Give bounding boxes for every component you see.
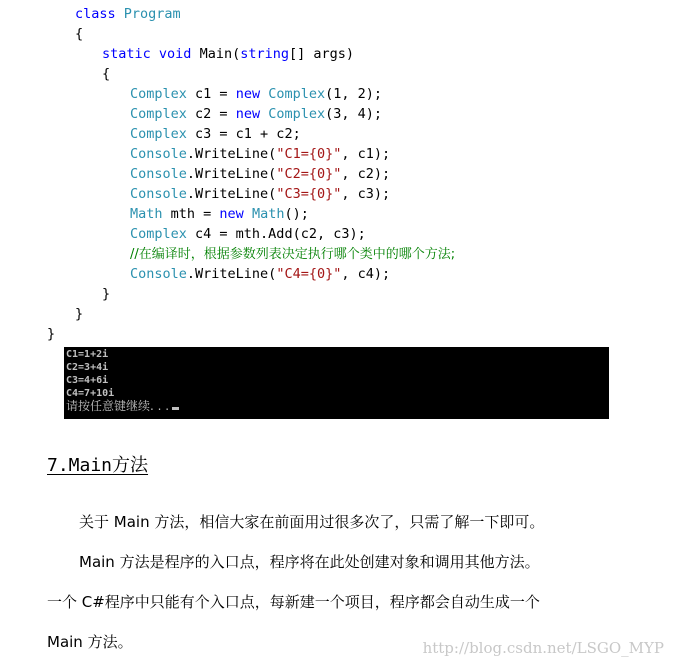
paragraph-line: 一个 C#程序中只能有个入口点，每新建一个项目，程序都会自动生成一个 bbox=[47, 593, 540, 611]
console-prompt: 请按任意键继续. . . bbox=[66, 399, 170, 413]
code-comment: //在编译时，根据参数列表决定执行哪个类中的哪个方法; bbox=[130, 247, 456, 262]
console-cursor bbox=[172, 407, 179, 410]
console-line: C4=7+10i bbox=[66, 388, 115, 399]
code-line: Console.WriteLine("C4={0}", c4); bbox=[130, 266, 391, 282]
console-output-window bbox=[64, 347, 609, 419]
console-line: C3=4+6i bbox=[66, 375, 109, 386]
code-line-brace: } bbox=[75, 306, 84, 322]
watermark-url: http://blog.csdn.net/LSGO_MYP bbox=[422, 639, 664, 657]
paragraph-line: Main 方法是程序的入口点，程序将在此处创建对象和调用其他方法。 bbox=[79, 553, 540, 571]
code-line-brace: } bbox=[102, 286, 111, 302]
code-line: Complex c3 = c1 + c2; bbox=[130, 126, 301, 142]
code-line-brace: { bbox=[102, 66, 111, 82]
code-line: Math mth = new Math(); bbox=[130, 206, 309, 222]
console-line: C1=1+2i bbox=[66, 349, 109, 360]
code-line-method: static void Main(string[] args) bbox=[102, 46, 355, 62]
paragraph-line: 关于 Main 方法，相信大家在前面用过很多次了，只需了解一下即可。 bbox=[79, 513, 545, 531]
section-heading: 7.Main方法 bbox=[47, 455, 149, 476]
code-line-brace: } bbox=[47, 326, 56, 342]
code-line-brace: { bbox=[75, 26, 84, 42]
code-line: Console.WriteLine("C2={0}", c2); bbox=[130, 166, 391, 182]
code-line: Complex c1 = new Complex(1, 2); bbox=[130, 86, 383, 102]
console-line: C2=3+4i bbox=[66, 362, 109, 373]
console-prompt-line bbox=[66, 401, 179, 413]
code-line: Console.WriteLine("C1={0}", c1); bbox=[130, 146, 391, 162]
code-line: Complex c2 = new Complex(3, 4); bbox=[130, 106, 383, 122]
code-line-class: class Program bbox=[75, 6, 181, 22]
paragraph-line: Main 方法。 bbox=[47, 633, 133, 651]
code-line: Console.WriteLine("C3={0}", c3); bbox=[130, 186, 391, 202]
code-line: Complex c4 = mth.Add(c2, c3); bbox=[130, 226, 366, 242]
